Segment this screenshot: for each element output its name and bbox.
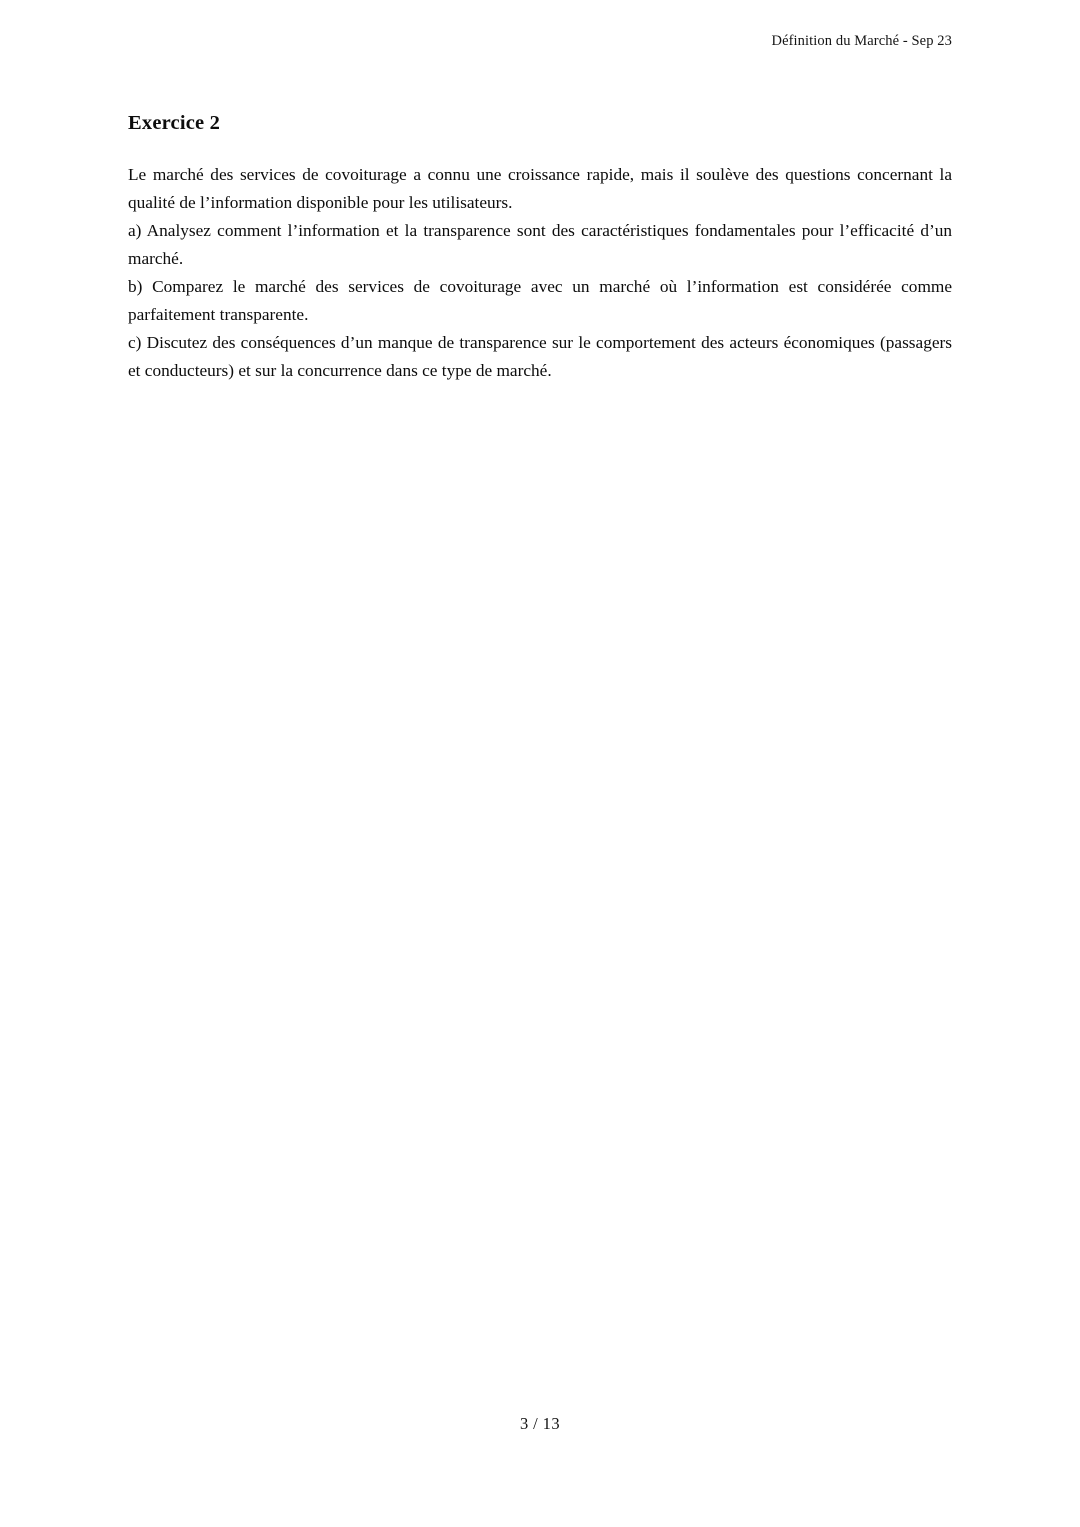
page-content bbox=[128, 112, 952, 385]
page-title: Exercice 2 bbox=[128, 112, 221, 134]
exercise-body bbox=[128, 161, 952, 385]
paragraph-question-c: c) Discutez des conséquences d’un manque de transparence sur le comportement des acteurs économiques (passagers et conducteurs) et sur la concurrence dans ce type de marché. bbox=[128, 333, 952, 381]
running-header: Définition du Marché - Sep 23 bbox=[771, 33, 952, 49]
page-number: 3 / 13 bbox=[520, 1414, 560, 1433]
paragraph-question-b: b) Comparez le marché des services de covoiturage avec un marché où l’information est considérée comme parfaitement transparente. bbox=[128, 277, 952, 325]
paragraph-intro: Le marché des services de covoiturage a connu une croissance rapide, mais il soulève des questions concernant la qualité de l’information disponible pour les utilisateurs. bbox=[128, 165, 952, 213]
paragraph-question-a: a) Analysez comment l’information et la transparence sont des caractéristiques fondamentales pour l’efficacité d’un marché. bbox=[128, 221, 952, 269]
